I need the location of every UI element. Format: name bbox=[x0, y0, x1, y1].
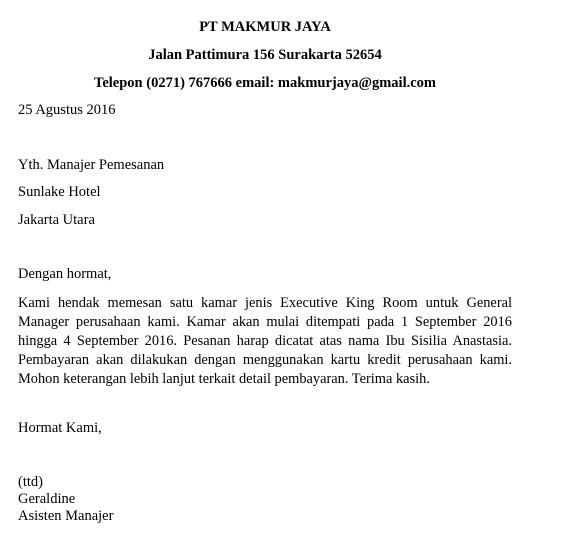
letter-date: 25 Agustus 2016 bbox=[18, 102, 116, 118]
body-paragraph: Kami hendak memesan satu kamar jenis Executive King Room untuk General Manager perusahaan kami. Kamar akan mulai ditempati pada 1 September 2016 hingga 4 September 2016. Pesanan harap dicatat atas nama Ibu Sisilia Anastasia. Pembayaran akan dilakukan dengan menggunakan kartu kredit perusahaan kami. Mohon keterangan lebih lanjut terkait detail pembayaran. Terima kasih. bbox=[18, 295, 512, 387]
company-contact: Telepon (0271) 767666 email: makmurjaya@gmail.com bbox=[94, 75, 436, 91]
closing: Hormat Kami, bbox=[18, 420, 102, 436]
company-name: PT MAKMUR JAYA bbox=[199, 19, 331, 35]
recipient-line-3: Jakarta Utara bbox=[18, 212, 95, 228]
signer-name: Geraldine bbox=[18, 491, 76, 507]
signer-title: Asisten Manajer bbox=[18, 508, 114, 524]
company-address: Jalan Pattimura 156 Surakarta 52654 bbox=[148, 47, 382, 63]
greeting: Dengan hormat, bbox=[18, 266, 112, 282]
recipient-line-2: Sunlake Hotel bbox=[18, 184, 101, 200]
recipient-line-1: Yth. Manajer Pemesanan bbox=[18, 157, 165, 173]
signature-mark: (ttd) bbox=[18, 474, 43, 490]
